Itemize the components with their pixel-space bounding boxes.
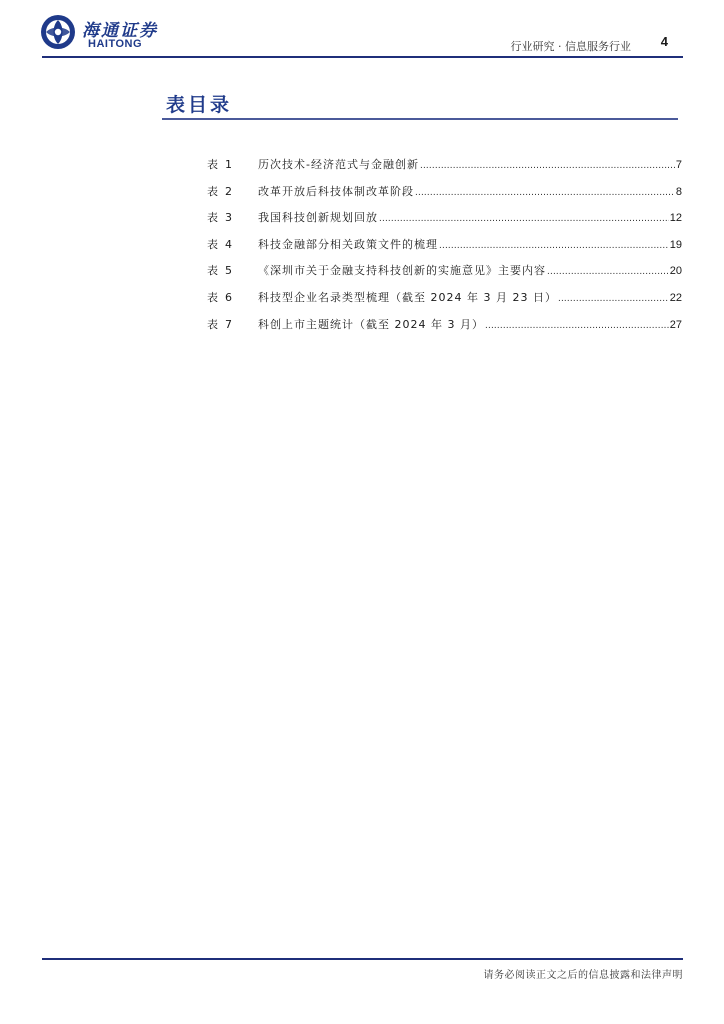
title-divider: [162, 118, 678, 120]
toc-entry-page: 20: [669, 265, 682, 278]
toc-entry[interactable]: [207, 209, 682, 236]
toc-entry-page: 19: [669, 238, 682, 251]
toc-entry[interactable]: [207, 183, 682, 210]
toc-entry-title: 科技金融部分相关政策文件的梳理: [258, 237, 438, 251]
logo-name-en: HAITONG: [88, 38, 143, 50]
toc-entry[interactable]: [207, 289, 682, 316]
page-number: 4: [660, 34, 668, 49]
haitong-logo-icon: [40, 14, 76, 50]
header-divider: [42, 56, 683, 58]
toc-dot-leader: [547, 266, 669, 277]
toc-entry-label: 表 5: [207, 264, 232, 278]
toc-dot-leader: [379, 213, 669, 224]
toc-entry-title: 《深圳市关于金融支持科技创新的实施意见》主要内容: [258, 264, 546, 278]
toc-entry-page: 27: [669, 318, 682, 331]
toc-entry-page: 22: [669, 291, 682, 304]
toc-entry-label: 表 4: [207, 237, 232, 251]
toc-entry[interactable]: [207, 262, 682, 289]
table-of-contents: [207, 156, 682, 342]
toc-entry-page: 12: [669, 212, 682, 225]
toc-entry-label: 表 7: [207, 317, 232, 331]
toc-entry-title: 科创上市主题统计（截至 2024 年 3 月）: [258, 317, 484, 331]
toc-entry-title: 我国科技创新规划回放: [258, 211, 378, 225]
toc-entry-title: 科技型企业名录类型梳理（截至 2024 年 3 月 23 日）: [258, 290, 557, 304]
toc-entry-page: 8: [675, 185, 682, 198]
toc-dot-leader: [439, 240, 669, 251]
header-section-label: 行业研究 · 信息服务行业: [510, 40, 631, 53]
toc-entry-label: 表 3: [207, 211, 232, 225]
company-logo: [40, 14, 180, 54]
toc-entry[interactable]: [207, 236, 682, 263]
page-header: [0, 0, 724, 60]
toc-entry-page: 7: [675, 159, 682, 171]
toc-dot-leader: [415, 187, 675, 198]
toc-entry[interactable]: [207, 316, 682, 343]
toc-entry-title: 改革开放后科技体制改革阶段: [258, 184, 414, 198]
logo-name-cn: 海通证券: [82, 21, 158, 41]
page-title: 表目录: [166, 94, 233, 116]
toc-dot-leader: [420, 160, 675, 171]
toc-entry-title: 历次技术-经济范式与金融创新: [258, 158, 419, 171]
toc-entry-label: 表 1: [207, 158, 232, 171]
footer-divider: [42, 958, 683, 960]
footer-disclaimer: 请务必阅读正文之后的信息披露和法律声明: [483, 970, 683, 981]
toc-entry-label: 表 2: [207, 184, 232, 198]
toc-dot-leader: [558, 293, 669, 304]
toc-entry-label: 表 6: [207, 290, 232, 304]
toc-dot-leader: [485, 320, 669, 331]
toc-entry[interactable]: [207, 156, 682, 183]
